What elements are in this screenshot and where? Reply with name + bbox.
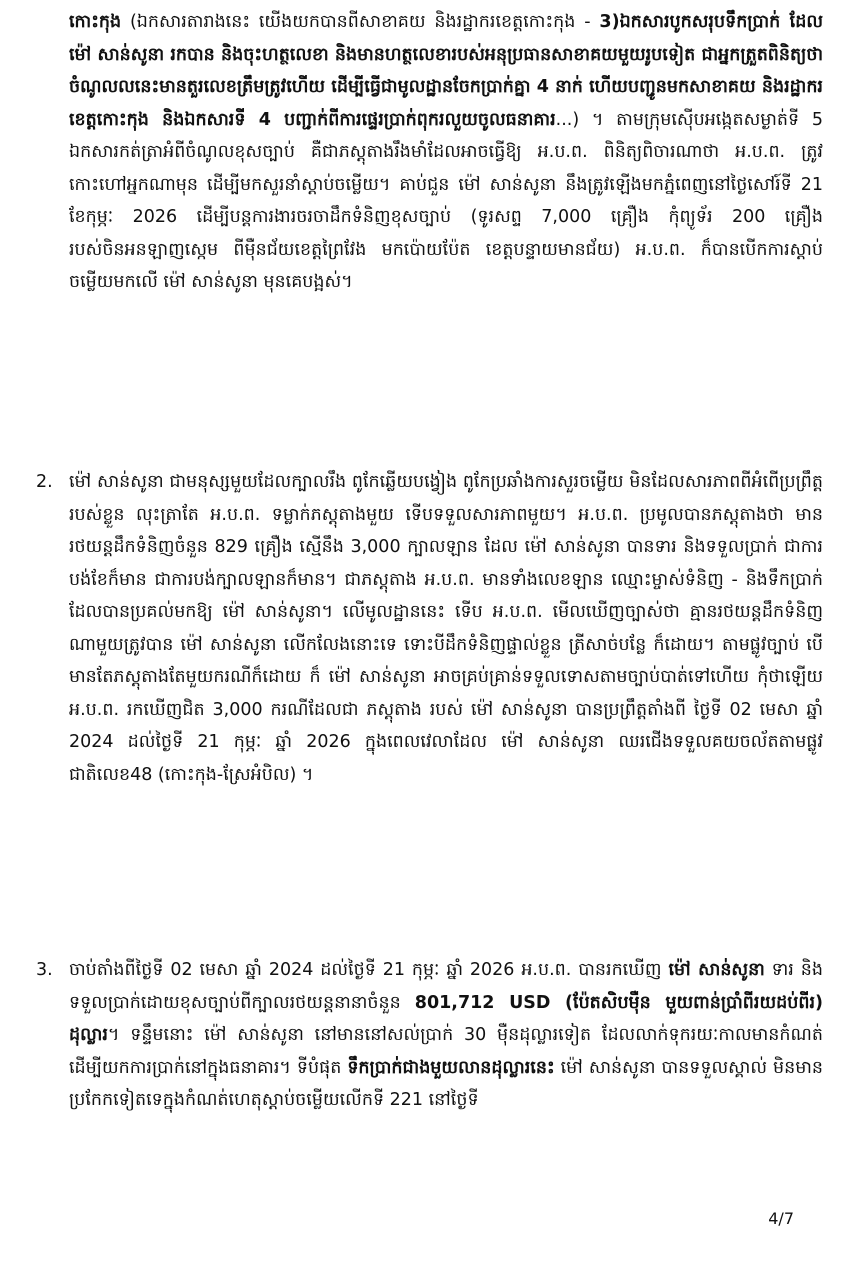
list-item-text xyxy=(69,954,823,1117)
text-segment: ទឹកប្រាក់ជាងមួយលានដុល្លារនេះ xyxy=(347,1057,555,1078)
text-segment: 3)ឯកសារបូកសរុបទឹកប្រាក់ ដែល ម៉ៅ សាន់សូនា រកបាន និងចុះហត្ថលេខា និងមានហត្ថលេខារបស់អនុប្រធានសាខាគយមួយរូបទៀត ជាអ្នកត្រួតពិនិត្យថា ចំណូលលនេះមានតួរលេខត្រឹមត្រូវហើយ ដើម្បីធ្វើជាមូលដ្ឋានចែកប្រាក់គ្នា 4 នាក់ ហើយបញ្ជូនមកសាខាគយ និងរដ្ឋាករខេត្តកោះកុង និងឯកសារទី 4 បញ្ជាក់ពីការផ្ទេរប្រាក់ពុករលួយចូលធនាគារ xyxy=(69,12,824,130)
text-segment: ចាប់តាំងពីថ្ងៃទី 02 មេសា ឆ្នាំ 2024 ដល់ថ្ងៃទី 21 កុម្ភៈ ឆ្នាំ 2026 អ.ប.ព. បានរកឃើញ xyxy=(69,960,669,980)
text-segment: ម៉ៅ សាន់សូនា xyxy=(668,960,765,980)
text-segment: កោះកុង xyxy=(69,12,122,32)
text-segment: (ឯកសារតារាងនេះ យើងយកបានពីសាខាគយ និងរដ្ឋាករខេត្តកោះកុង - xyxy=(121,12,600,32)
list-item-text xyxy=(69,466,823,791)
text-segment: ម៉ៅ សាន់សូនា បានទទួលស្គាល់ មិនមានប្រកែកទៀតទេក្នុងកំណត់ហេតុស្តាប់ចម្លើយលើកទី 221 នៅថ្ងៃទី xyxy=(69,1057,823,1110)
page-number: 4/7 xyxy=(768,1209,794,1228)
intro-paragraph xyxy=(69,6,823,299)
list-number: 3. xyxy=(36,960,53,980)
text-segment: ។ ទន្ទឹមនោះ ម៉ៅ សាន់សូនា នៅមាននៅសល់ប្រាក់ 30 ម៉ឺនដុល្លារទៀត ដែលលាក់ទុករយៈកាលមានកំណត់ដើម្បីយកការប្រាក់នៅក្នុងធនាគារ។ ទីបំផុត xyxy=(69,1025,823,1078)
text-segment: ទារ និងទទួលប្រាក់ដោយខុសច្បាប់ពីក្បាលរថយន្តនានាចំនួន xyxy=(69,960,823,1013)
text-segment: 801,712 USD (ប៉ែតសិបម៉ឺន មួយពាន់ប្រាំពីរយដប់ពីរ) ដុល្លារ xyxy=(69,992,823,1045)
list-number: 2. xyxy=(36,472,53,492)
text-segment: ម៉ៅ សាន់សូនា ជាមនុស្សមួយដែលក្បាលរឹង ពូកែឆ្លើយបង្វៀង ពូកែប្រឆាំងការសួរចម្លើយ មិនដែលសារភាពពីអំពើប្រព្រឹត្តរបស់ខ្លួន លុះត្រាតែ អ.ប.ព. ទម្លាក់ភស្តុតាងមួយ ទើបទទួលសារភាពមួយ។ អ.ប.ព. ប្រមូលបានភស្តុតាងថា មានរថយន្តដឹកទំនិញចំនួន 829 គ្រឿង ស្មើនឹង 3,000 ក្បាលឡាន ដែល ម៉ៅ សាន់សូនា បានទារ និងទទួលប្រាក់ ជាការបង់ខែក៏មាន ជាការបង់ក្បាលឡានក៏មាន។ ជាភស្តុតាង អ.ប.ព. មានទាំងលេខឡាន ឈ្មោះម្ចាស់ទំនិញ - និងទឹកប្រាក់ដែលបានប្រគល់មកឱ្យ ម៉ៅ សាន់សូនា។ លើមូលដ្ឋាននេះ ទើប អ.ប.ព. មើលឃើញច្បាស់ថា គ្មានរថយន្តដឹកទំនិញណាមួយត្រូវបាន ម៉ៅ សាន់សូនា លើកលែងនោះទេ ទោះបីដឹកទំនិញផ្ទាល់ខ្លួន ត្រីសាច់បន្លែ ក៏ដោយ។ តាមផ្លូវច្បាប់ បើមានតែភស្តុតាងតែមួយករណីក៏ដោយ ក៏ ម៉ៅ សាន់សូនា អាចគ្រប់គ្រាន់ទទួលទោសតាមច្បាប់បាត់ទៅហើយ កុំថាឡើយ អ.ប.ព. រកឃើញជិត 3,000 ករណីដែលជា ភស្តុតាង របស់ ម៉ៅ សាន់សូនា បានប្រព្រឹត្តតាំងពី ថ្ងៃទី 02 មេសា ឆ្នាំ 2024 ដល់ថ្ងៃទី 21 កុម្ភៈ ឆ្នាំ 2026 ក្នុងពេលវេលាដែល ម៉ៅ សាន់សូនា ឈរជើងទទួលគយចល័តតាមផ្លូវជាតិលេខ48 (កោះកុង-ស្រែអំបិល) ។ xyxy=(69,472,823,785)
text-segment: ...) ។ តាមក្រុមស៊ើបអង្កេតសម្ងាត់ទី 5 ឯកសារកត់ត្រាអំពីចំណូលខុសច្បាប់ គឺជាភស្តុតាងរឹងមាំដែលអាចធ្វើឱ្យ អ.ប.ព. ពិនិត្យពិចារណាថា អ.ប.ព. ត្រូវកោះហៅអ្នកណាមុន ដើម្បីមកសួរនាំស្តាប់ចម្លើយ។ គាប់ជួន ម៉ៅ សាន់សូនា នឹងត្រូវឡើងមកភ្នំពេញនៅថ្ងៃសៅរ៍ទី 21 ខែកុម្ភៈ 2026 ដើម្បីបន្តការងារចរចាដឹកទំនិញខុសច្បាប់ (ទូរសព្ទ 7,000 គ្រឿង កុំព្យូទ័រ 200 គ្រឿង របស់ចិនអនឡាញស្កេម ពីម៉ឺនជ័យខេត្តព្រៃវែង មកប៉ោយប៉ែត ខេត្តបន្ទាយមានជ័យ) អ.ប.ព. ក៏បានបើកការស្តាប់ចម្លើយមកលើ ម៉ៅ សាន់សូនា មុនគេបង្អស់។ xyxy=(69,109,823,292)
